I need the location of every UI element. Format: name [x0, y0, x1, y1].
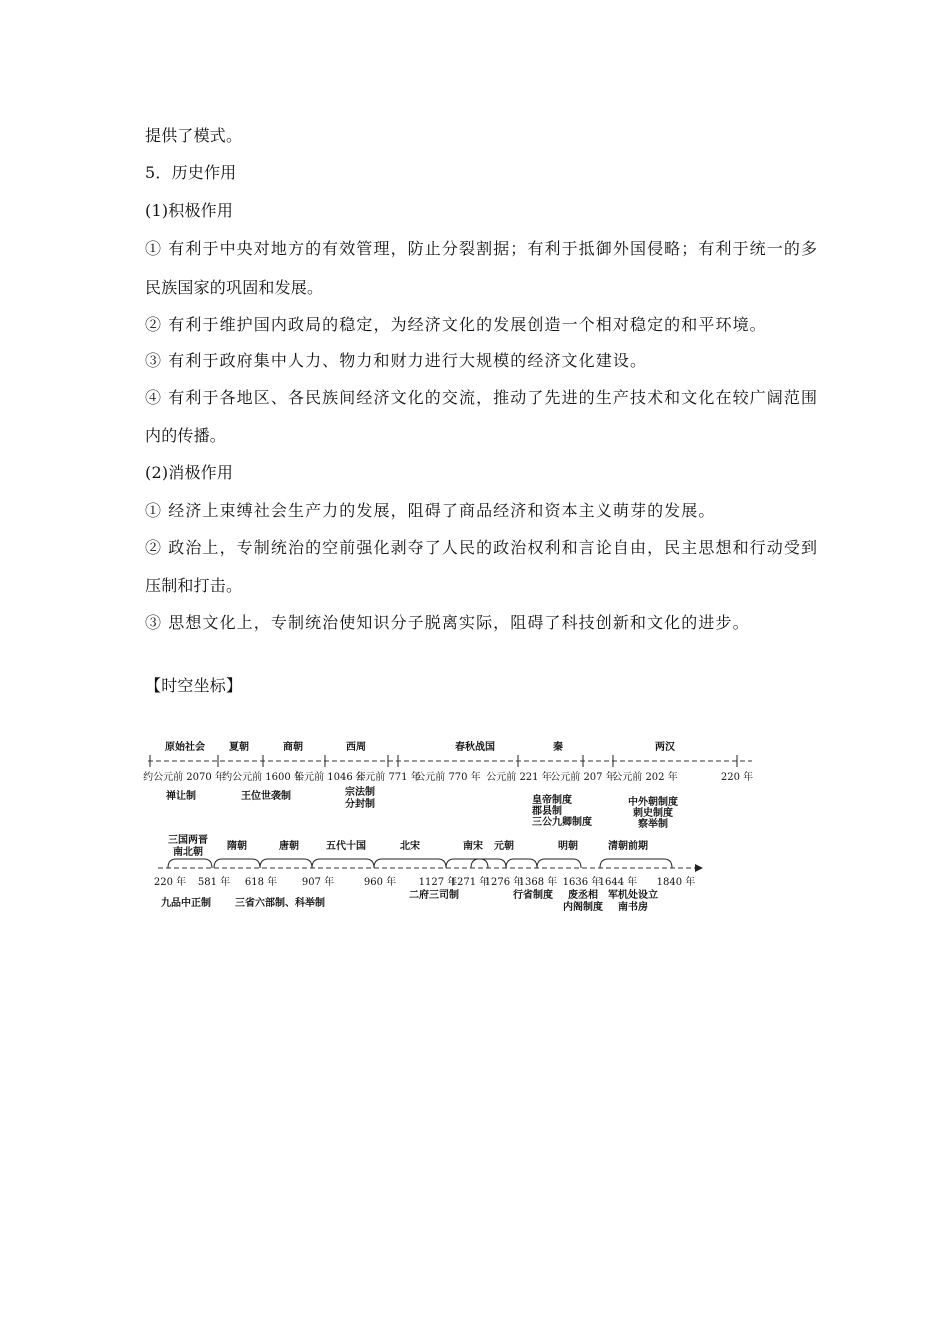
date-label: 约公元前 2070 年	[143, 772, 225, 783]
row2-period-brackets	[168, 859, 672, 868]
date-label: 1368 年	[518, 877, 558, 888]
text-line: ③ 有利于政府集中人力、物力和财力进行大规模的经济文化建设。	[145, 351, 648, 370]
text-line: ① 经济上束缚社会生产力的发展，阻碍了商品经济和资本主义萌芽的发展。	[145, 501, 716, 520]
date-label: 960 年	[363, 877, 397, 888]
date-label: 220 年	[153, 877, 187, 888]
section-heading: 5．历史作用	[145, 163, 237, 182]
timeline-title: 【时空坐标】	[145, 676, 243, 695]
text-line: 内的传播。	[145, 426, 227, 445]
date-label: 618 年	[244, 877, 278, 888]
system-label: 察举制	[638, 819, 668, 830]
system-label: 禅让制	[166, 791, 196, 802]
sub-heading: (2)消极作用	[145, 463, 234, 482]
period-label: 春秋战国	[455, 742, 495, 753]
period-label: 夏朝	[229, 742, 249, 753]
text-line: ③ 思想文化上，专制统治使知识分子脱离实际，阻碍了科技创新和文化的进步。	[145, 613, 750, 632]
period-label: 原始社会	[165, 742, 205, 753]
date-label: 1271 年	[450, 877, 490, 888]
date-label: 约公元前 1600 年	[222, 772, 304, 783]
period-label: 秦	[553, 742, 563, 753]
text-line: ② 政治上，专制统治的空前强化剥夺了人民的政治权利和言论自由，民主思想和行动受到	[145, 538, 819, 557]
date-label: 907 年	[301, 877, 335, 888]
period-label: 南北朝	[173, 847, 203, 858]
system-label: 九品中正制	[161, 898, 211, 909]
axis-arrow-icon	[695, 864, 703, 872]
period-label: 北宋	[400, 841, 420, 852]
period-label: 南宋	[463, 841, 483, 852]
date-label: 公元前 207 年	[550, 772, 616, 783]
date-label: 公元前 771 年	[355, 772, 421, 783]
date-label: 公元前 202 年	[612, 772, 678, 783]
period-label: 隋朝	[227, 841, 247, 852]
text-line: 民族国家的巩固和发展。	[145, 278, 324, 297]
system-label: 南书房	[618, 902, 648, 913]
system-label: 三公九卿制度	[532, 817, 592, 828]
date-label: 1127 年	[418, 877, 458, 888]
period-label: 两汉	[655, 742, 675, 753]
system-label: 刺史制度	[633, 808, 673, 819]
text-line: 压制和打击。	[145, 576, 243, 595]
system-label: 郡县制	[532, 806, 562, 817]
system-label: 内阁制度	[563, 902, 603, 913]
text-line: ② 有利于维护国内政局的稳定，为经济文化的发展创造一个相对稳定的和平环境。	[145, 315, 767, 334]
date-label: 220 年	[720, 772, 754, 783]
date-label: 1636 年	[562, 877, 602, 888]
period-label: 三国两晋	[168, 835, 208, 846]
date-label: 1644 年	[598, 877, 638, 888]
date-label: 公元前 221 年	[486, 772, 552, 783]
date-label: 公元前 770 年	[415, 772, 481, 783]
date-label: 1276 年	[484, 877, 524, 888]
period-label: 清朝前期	[608, 841, 648, 852]
date-label: 公元前 1046 年	[294, 772, 366, 783]
text-line: ① 有利于中央对地方的有效管理，防止分裂割据；有利于抵御外国侵略；有利于统一的多	[145, 239, 819, 258]
period-label: 明朝	[558, 841, 578, 852]
date-label: 581 年	[197, 877, 231, 888]
system-label: 三省六部制、科举制	[235, 898, 325, 909]
sub-heading: (1)积极作用	[145, 201, 234, 220]
system-label: 二府三司制	[409, 890, 459, 901]
system-label: 行省制度	[513, 890, 553, 901]
period-label: 五代十国	[326, 841, 366, 852]
system-label: 皇帝制度	[532, 795, 572, 806]
timeline-figure	[140, 735, 760, 920]
system-label: 军机处设立	[608, 890, 658, 901]
period-label: 元朝	[494, 841, 514, 852]
period-label: 唐朝	[279, 841, 299, 852]
system-label: 中外朝制度	[628, 797, 678, 808]
date-label: 1840 年	[656, 877, 696, 888]
period-label: 西周	[346, 742, 366, 753]
text-line: 提供了模式。	[145, 126, 243, 145]
system-label: 宗法制	[345, 787, 375, 798]
text-line: ④ 有利于各地区、各民族间经济文化的交流，推动了先进的生产技术和文化在较广阔范围	[145, 388, 819, 407]
system-label: 废丞相	[568, 890, 598, 901]
period-label: 商朝	[283, 742, 303, 753]
system-label: 分封制	[345, 799, 375, 810]
system-label: 王位世袭制	[241, 791, 291, 802]
